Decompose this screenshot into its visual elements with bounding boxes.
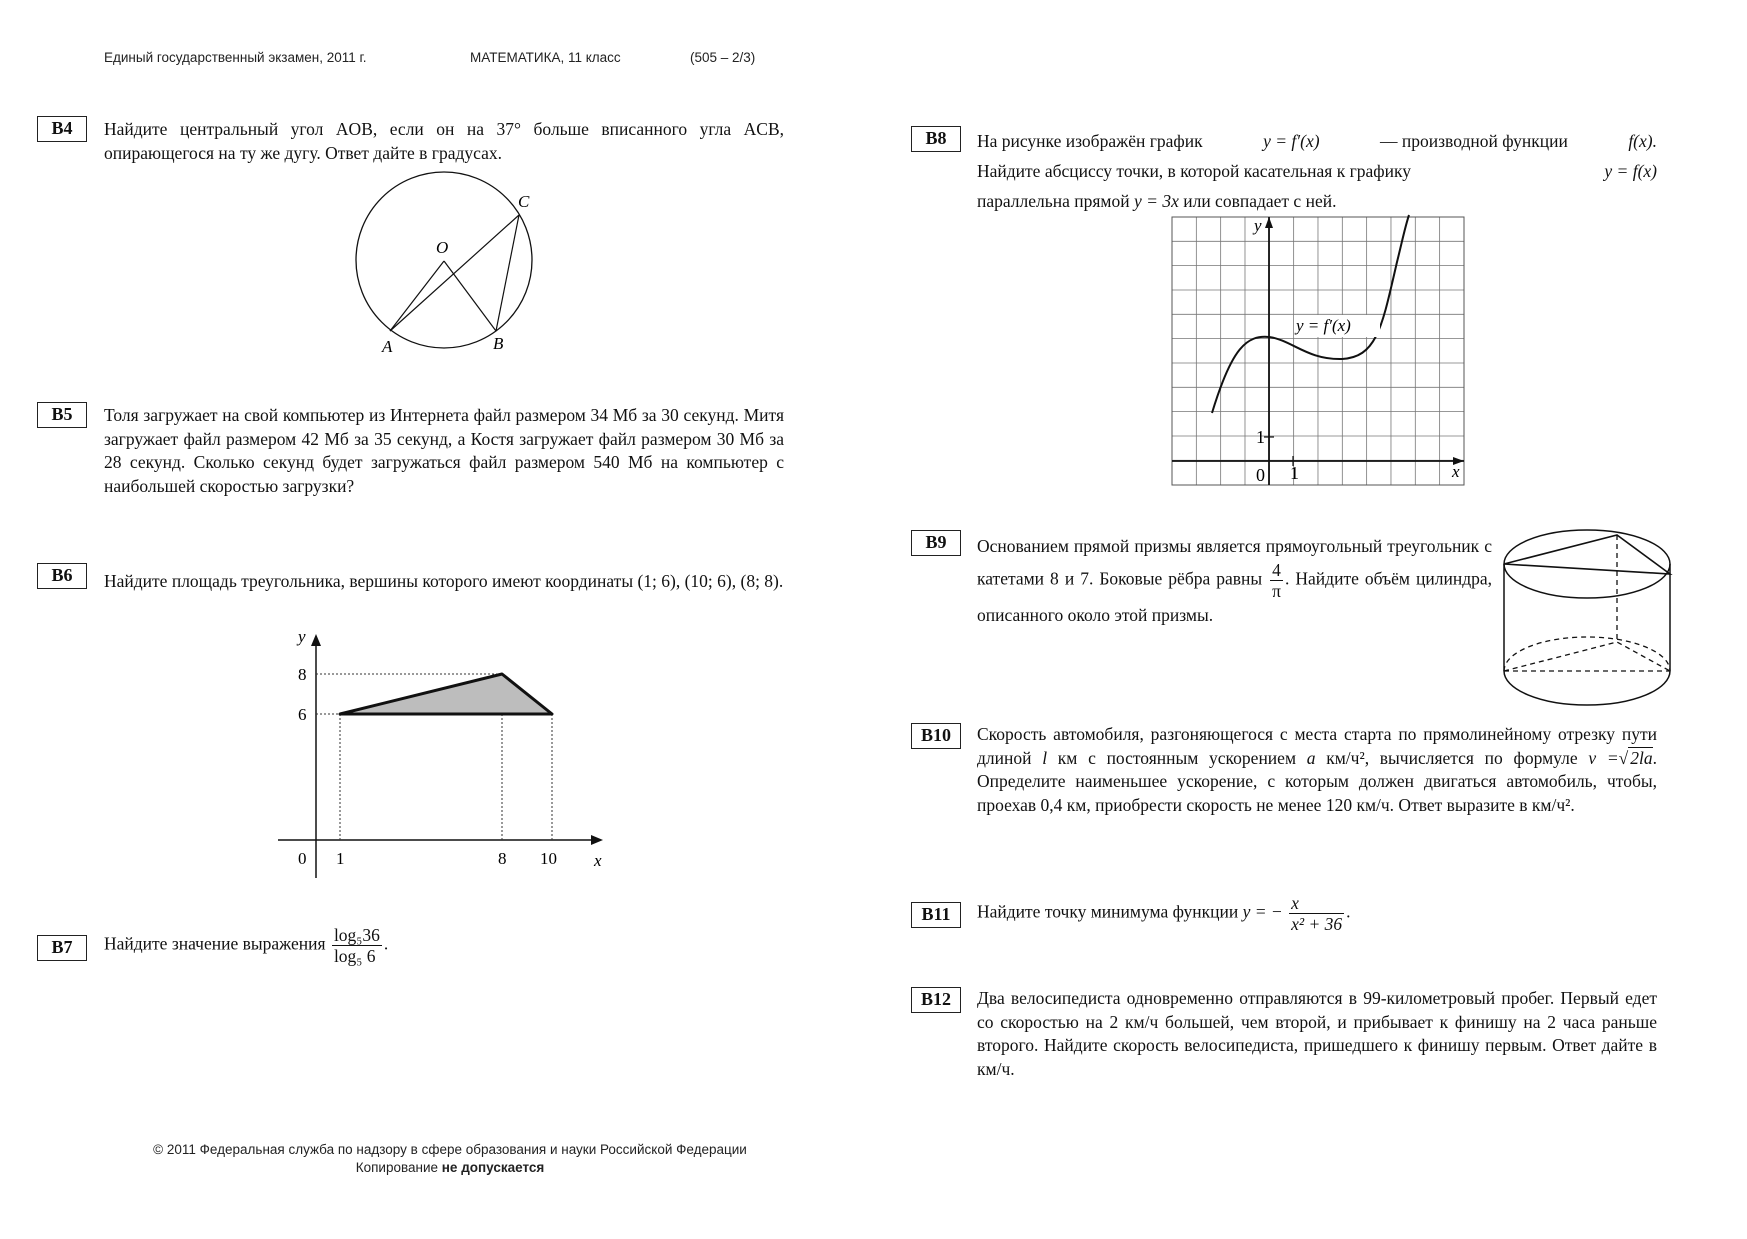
b8-line1-a: На рисунке изображён график <box>977 131 1203 151</box>
b6-axis-x-label: x <box>594 851 602 870</box>
b8-unit-y-label: 1 <box>1256 427 1265 447</box>
b8-line2-b: y = f(x) <box>1604 161 1657 181</box>
b4-point-C: C <box>518 192 530 211</box>
b10-unit: км/ч² <box>1326 747 1365 768</box>
b8-line3 <box>977 186 1657 216</box>
b10-text2: км с постоянным ускорением <box>1057 747 1297 768</box>
b6-tick-y8: 8 <box>298 665 307 684</box>
b9-text-block: Основанием прямой призмы является прямоугольный треугольник с катетами 8 и 7. Боковые рёбра равны $\frac{4}{\pi}$ . Найдите объём цилиндра, описанного около этой призмы. <box>977 536 1492 625</box>
task-label-b9: B9 <box>911 530 961 556</box>
b11-text: Найдите точку минимума функции <box>977 901 1239 922</box>
task-label-b6: B6 <box>37 563 87 589</box>
b9-frac-den: π <box>1272 581 1282 601</box>
b10-text1: Скорость автомобиля, разгоняющегося с места старта по прямолинейному отрезку пути длиной <box>977 724 1657 768</box>
b10-formula-root: 2la <box>1630 747 1653 768</box>
b10-var-l: l <box>1042 747 1048 768</box>
b8-derivative-graph <box>1172 217 1464 485</box>
b9-frac-num: 4 <box>1270 560 1283 581</box>
b8-line1-d: f(x). <box>1628 131 1657 151</box>
b7-text: Найдите значение выражения <box>104 933 326 954</box>
b6-coordinate-graph <box>270 627 620 880</box>
task-label-b4: B4 <box>37 116 87 142</box>
b6-triangle <box>340 674 552 714</box>
b8-line2-a: Найдите абсциссу точки, в которой касательная к графику <box>977 161 1412 181</box>
b11-denominator: x² + 36 <box>1291 914 1343 934</box>
b6-x-arrow <box>591 835 603 845</box>
b4-line-OA <box>390 261 444 331</box>
b8-axis-y-label: y <box>1254 216 1262 235</box>
b12-text: Два велосипедиста одновременно отправляются в 99-километровый пробег. Первый едет со скоростью на 2 км/ч большей, чем второй, и прибывает к финишу на 2 часа раньше второго. Найдите скорость велосипедиста, пришедшего к финишу первым. Ответ дайте в км/ч. <box>977 988 1657 1079</box>
header-code: (505 – 2/3) <box>690 50 756 65</box>
b6-y-arrow <box>311 634 321 646</box>
b8-graph-label: y = f′(x) <box>1296 316 1351 335</box>
footer-copy-a: Копирование <box>355 1160 439 1175</box>
b8-grid <box>1172 217 1464 485</box>
b4-point-B: B <box>493 334 504 353</box>
task-label-b10: B10 <box>911 723 961 749</box>
b4-text: Найдите центральный угол AOB, если он на 37° больше вписанного угла ACB, опирающегося на ту же дугу. Ответ дайте в градусах. <box>104 119 784 163</box>
b6-origin-label: 0 <box>298 849 307 868</box>
b7-numerator: log₅36 <box>333 925 380 945</box>
b8-line3-b: y = 3x <box>1134 191 1179 211</box>
b7-fraction <box>332 925 382 966</box>
b8-origin-label: 0 <box>1256 465 1265 485</box>
b6-axis-y-label: y <box>298 627 306 646</box>
b10-formula-lhs: v = <box>1588 747 1619 768</box>
b7-denominator: log₅ 6 <box>333 946 376 966</box>
task-label-b8: B8 <box>911 126 961 152</box>
b9-top-ellipse <box>1504 530 1670 598</box>
header-exam: Единый государственный экзамен, 2011 г. <box>104 50 367 65</box>
b6-tick-x1: 1 <box>336 849 345 868</box>
b9-text2: Найдите объём цилиндра, описанного около этой призмы. <box>977 568 1492 625</box>
b11-numerator: x <box>1289 893 1344 914</box>
b11-fraction <box>1289 893 1344 934</box>
task-label-b12: B12 <box>911 987 961 1013</box>
b4-circle <box>356 172 532 348</box>
b4-point-O: O <box>436 238 449 257</box>
footer-copy-line <box>100 1160 800 1175</box>
b4-circle-figure <box>340 165 540 365</box>
b11-text-block: Найдите точку минимума функции y = − $\frac{x}{\text{x² + 36}}$ . <box>977 893 1351 934</box>
task-label-b7: B7 <box>37 935 87 961</box>
b11-lhs: y = − <box>1242 901 1283 922</box>
b8-line1-b: y = f′(x) <box>1263 131 1320 151</box>
b9-bottom-front <box>1504 671 1670 705</box>
b5-text: Толя загружает на свой компьютер из Интернета файл размером 34 Мб за 30 секунд. Митя загружает файл размером 42 Мб за 35 секунд, а Костя загружает файл размером 30 Мб за 28 секунд. Сколько секунд будет загружаться файл размером 540 Мб на компьютер с наибольшей скоростью загрузки? <box>104 405 784 496</box>
b8-unit-x-label: 1 <box>1290 463 1299 483</box>
b10-text3: , вычисляется по формуле <box>1364 747 1578 768</box>
b9-top-triangle <box>1504 535 1670 574</box>
b8-line1-c: — производной функции <box>1380 131 1568 151</box>
b9-text1: Основанием прямой призмы является прямоугольный треугольник с катетами 8 и 7. Боковые рёбра равны <box>977 536 1492 589</box>
b8-y-arrow <box>1265 217 1273 228</box>
b6-tick-y6: 6 <box>298 705 307 724</box>
b4-line-OB <box>444 261 496 331</box>
b6-tick-x8: 8 <box>498 849 507 868</box>
b10-text4: . Определите наименьшее ускорение, с которым должен двигаться автомобиль, чтобы, проехав 0,4 км, приобрести скорость не менее 120 км/ч. Ответ выразите в км/ч². <box>977 747 1658 815</box>
b9-fraction <box>1270 560 1283 601</box>
b9-bottom-back <box>1504 637 1670 671</box>
task-label-b5: B5 <box>37 402 87 428</box>
b8-text-block <box>977 126 1657 216</box>
b9-cylinder-prism-figure <box>1500 528 1675 718</box>
b10-var-a: a <box>1306 747 1316 768</box>
b8-line3-a: параллельна прямой <box>977 191 1130 211</box>
footer-copy-b: не допускается <box>441 1160 545 1175</box>
b8-line3-c: или совпадает с ней. <box>1183 191 1337 211</box>
b10-text-block: Скорость автомобиля, разгоняющегося с места старта по прямолинейному отрезку пути длиной l км с постоянным ускорением a км/ч², вычисляется по формуле v =√ 2la. Определите наименьшее ускорение, с которым должен двигаться автомобиль, чтобы, проехав 0,4 км, приобрести скорость не менее 120 км/ч. Ответ выразите в км/ч². <box>977 724 1658 815</box>
b7-text-block: Найдите значение выражения $\frac{\text{log₅36}}{\text{log₅ 6}}$ . <box>104 925 389 966</box>
b6-tick-x10: 10 <box>540 849 557 868</box>
task-label-b11: B11 <box>911 902 961 928</box>
b8-axis-x-label: x <box>1452 462 1460 481</box>
b4-point-A: A <box>382 337 393 356</box>
b6-text: Найдите площадь треугольника, вершины которого имеют координаты (1; 6), (10; 6), (8; 8). <box>104 571 784 591</box>
b8-line2 <box>977 156 1657 186</box>
b8-line1 <box>977 126 1657 156</box>
footer-copyright: © 2011 Федеральная служба по надзору в сфере образования и науки Российской Федерации <box>153 1142 747 1157</box>
header-subject: МАТЕМАТИКА, 11 класс <box>470 50 621 65</box>
